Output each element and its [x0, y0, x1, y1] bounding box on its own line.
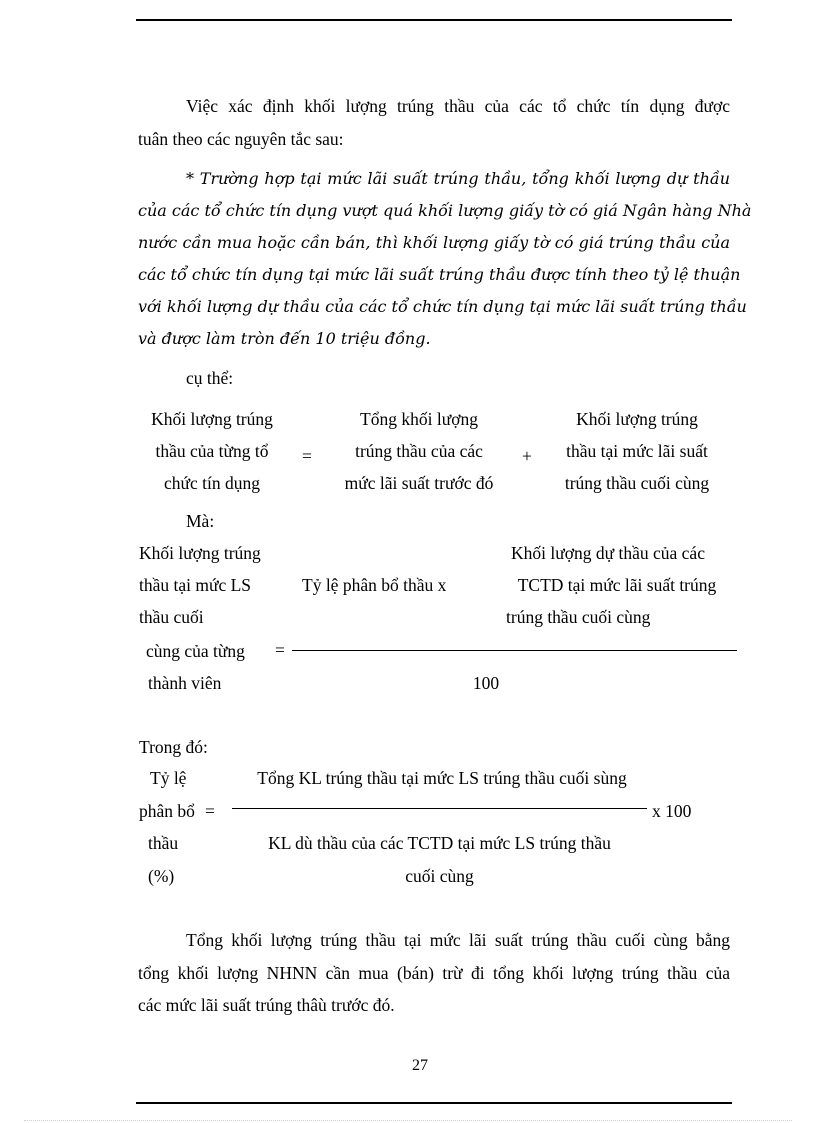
- footer-rule: [136, 1102, 732, 1104]
- rule-line: và được làm tròn đến 10 triệu đồng.: [138, 329, 431, 348]
- formula2-numerator-right-line: TCTD tại mức lãi suất trúng: [517, 575, 717, 595]
- formula2-left-line: thành viên: [148, 673, 222, 693]
- ma-label: Mà:: [186, 511, 215, 531]
- formula1-middle-line: Tổng khối lượng: [360, 409, 478, 429]
- formula1-left-line: Khối lượng trúng: [151, 409, 273, 429]
- formula2-left-line: thầu tại mức LS: [139, 575, 252, 595]
- formula3-multiplier: x 100: [652, 801, 692, 821]
- page-number: 27: [412, 1057, 428, 1074]
- formula2-equals-sign: =: [275, 640, 285, 660]
- formula1-middle-line: trúng thầu của các: [355, 441, 483, 461]
- formula3-fraction-bar: [232, 808, 647, 809]
- formula3-left-line: (%): [148, 866, 175, 886]
- formula3-left-line: Tỷ lệ: [150, 768, 187, 788]
- rule-line: của các tổ chức tín dụng vượt quá khối lượng giấy tờ có giá Ngân hàng Nhà: [138, 201, 752, 220]
- formula3-denominator-line: KL dù thầu của các TCTD tại mức LS trúng thầu: [268, 833, 611, 853]
- formula3-left-line: thầu: [148, 833, 179, 853]
- intro-line: Việc xác định khối lượng trúng thầu của các tổ chức tín dụng được: [186, 96, 730, 116]
- formula1-right-line: thầu tại mức lãi suất: [566, 441, 708, 461]
- closing-line: các mức lãi suất trúng thâù trước đó.: [138, 995, 395, 1015]
- formula2-left-line: Khối lượng trúng: [139, 543, 261, 563]
- rule-line: với khối lượng dự thầu của các tổ chức tín dụng tại mức lãi suất trúng thầu: [138, 297, 747, 316]
- formula1-plus-sign: +: [522, 446, 532, 466]
- formula3-numerator: Tổng KL trúng thầu tại mức LS trúng thầu cuối sùng: [257, 768, 627, 788]
- closing-line: Tổng khối lượng trúng thầu tại mức lãi suất trúng thầu cuối cùng bằng: [186, 930, 730, 950]
- formula2-denominator: 100: [472, 673, 500, 693]
- closing-line: tổng khối lượng NHNN cần mua (bán) trừ đi tổng khối lượng trúng thầu của: [138, 963, 730, 983]
- formula1-right-line: Khối lượng trúng: [576, 409, 698, 429]
- formula1-right-line: trúng thầu cuối cùng: [564, 473, 710, 493]
- formula2-left-line: thầu cuối: [139, 607, 204, 627]
- formula2-numerator-right-line: Khối lượng dự thầu của các: [511, 543, 705, 563]
- rule-line: * Trường hợp tại mức lãi suất trúng thầu, tổng khối lượng dự thầu: [186, 169, 730, 188]
- cu-the-label: cụ thể:: [186, 368, 234, 388]
- formula3-left-line: phân bổ: [139, 801, 195, 821]
- rule-line: nước cần mua hoặc cần bán, thì khối lượng giấy tờ có giá trúng thầu của: [138, 233, 730, 252]
- intro-line: tuân theo các nguyên tắc sau:: [138, 129, 344, 149]
- formula1-middle-line: mức lãi suất trước đó: [344, 473, 494, 493]
- formula2-numerator-right-line: trúng thầu cuối cùng: [506, 607, 651, 627]
- formula1-left-line: thầu của từng tổ: [155, 441, 269, 461]
- formula2-left-line: cùng của từng: [146, 641, 245, 661]
- page-edge-dotted-line: [24, 1120, 792, 1121]
- header-rule: [136, 19, 732, 21]
- formula1-equals-sign: =: [302, 446, 312, 466]
- formula2-numerator-left: Tỷ lệ phân bổ thầu x: [302, 575, 447, 595]
- formula2-fraction-bar: [292, 650, 737, 651]
- formula1-left-line: chức tín dụng: [164, 473, 260, 493]
- formula3-denominator-line: cuối cùng: [405, 866, 474, 886]
- rule-line: các tổ chức tín dụng tại mức lãi suất trúng thầu được tính theo tỷ lệ thuận: [138, 265, 741, 284]
- formula3-equals-sign: =: [205, 801, 215, 821]
- trong-do-label: Trong đó:: [139, 737, 208, 757]
